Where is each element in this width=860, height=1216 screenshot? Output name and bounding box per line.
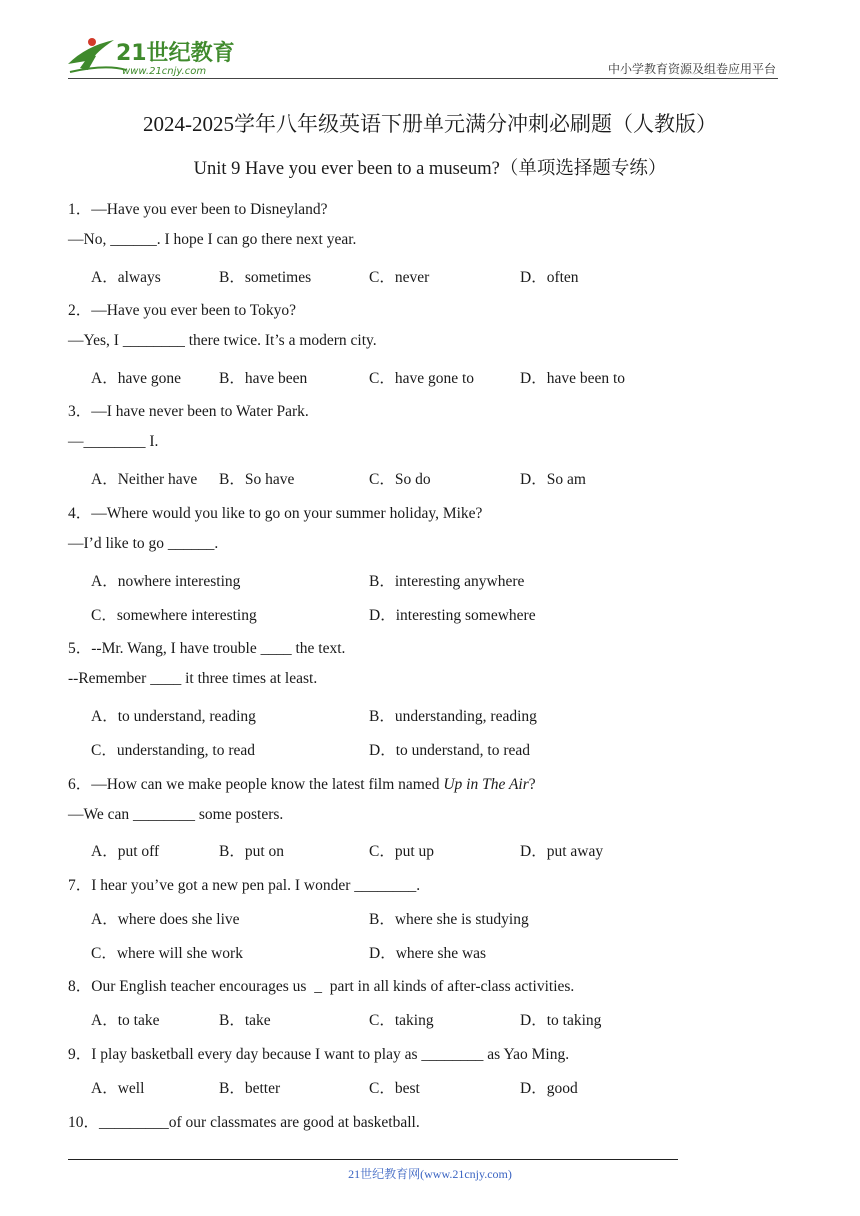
question-8: 8．Our English teacher encourages us _ part in all kinds of after-class activities. <box>68 978 575 995</box>
question-3: 3．—I have never been to Water Park. <box>68 403 309 420</box>
question-6: 6．—How can we make people know the latest film named Up in The Air? <box>68 776 536 793</box>
footer-divider <box>68 1159 678 1160</box>
question-5: 5．--Mr. Wang, I have trouble ____ the text. <box>68 640 346 657</box>
question-7-option-c: C．where will she work <box>91 945 243 962</box>
question-2-option-b: B．have been <box>219 370 308 387</box>
question-2-reply: —Yes, I ________ there twice. It’s a modern city. <box>68 332 377 349</box>
page-title: 2024-2025学年八年级英语下册单元满分冲刺必刷题（人教版） <box>143 112 717 136</box>
question-6-option-c: C．put up <box>369 843 435 860</box>
film-title: Up in The Air <box>443 776 529 793</box>
logo-url: www.21cnjy.com <box>122 66 207 77</box>
question-5-option-d: D．to understand, to read <box>369 742 530 759</box>
question-5-option-b: B．understanding, reading <box>369 708 537 725</box>
question-4-option-c: C．somewhere interesting <box>91 607 257 624</box>
question-4-option-a: A．nowhere interesting <box>91 573 241 590</box>
question-6-option-b: B．put on <box>219 843 285 860</box>
question-3-reply: —________ I. <box>68 433 159 450</box>
question-7-option-d: D．where she was <box>369 945 487 962</box>
header-platform: 中小学教育资源及组卷应用平台 <box>607 62 776 76</box>
question-8-option-b: B．take <box>219 1012 271 1029</box>
question-8-option-c: C．taking <box>369 1012 434 1029</box>
question-3-option-b: B．So have <box>219 471 295 488</box>
question-7: 7．I hear you’ve got a new pen pal. I wonder ________. <box>68 877 421 894</box>
question-6-option-a: A．put off <box>91 843 160 860</box>
question-4-option-d: D．interesting somewhere <box>369 607 536 624</box>
question-3-option-d: D．So am <box>520 471 586 488</box>
logo-text: 21世纪教育 <box>116 41 235 66</box>
question-2-option-d: D．have been to <box>520 370 626 387</box>
question-4-option-b: B．interesting anywhere <box>369 573 525 590</box>
question-1-option-d: D．often <box>520 269 579 286</box>
question-9-option-a: A．well <box>91 1080 145 1097</box>
question-4-reply: —I’d like to go ______. <box>68 535 219 552</box>
header-divider <box>68 78 778 79</box>
question-9-option-b: B．better <box>219 1080 281 1097</box>
question-6-option-d: D．put away <box>520 843 604 860</box>
question-2: 2．—Have you ever been to Tokyo? <box>68 302 297 319</box>
question-1-option-b: B．sometimes <box>219 269 312 286</box>
question-5-option-a: A．to understand, reading <box>91 708 256 725</box>
question-8-option-d: D．to taking <box>520 1012 602 1029</box>
question-1-reply: —No, ______. I hope I can go there next year. <box>68 231 357 248</box>
question-1: 1．—Have you ever been to Disneyland? <box>68 201 328 218</box>
question-8-option-a: A．to take <box>91 1012 160 1029</box>
question-2-option-c: C．have gone to <box>369 370 475 387</box>
question-7-option-b: B．where she is studying <box>369 911 529 928</box>
question-6-reply: —We can ________ some posters. <box>68 806 284 823</box>
question-1-option-a: A．always <box>91 269 161 286</box>
question-10: 10．_________of our classmates are good at basketball. <box>68 1114 420 1131</box>
question-2-option-a: A．have gone <box>91 370 181 387</box>
site-logo <box>66 34 236 78</box>
question-9-option-c: C．best <box>369 1080 420 1097</box>
question-4: 4．—Where would you like to go on your summer holiday, Mike? <box>68 505 483 522</box>
question-5-option-c: C．understanding, to read <box>91 742 256 759</box>
question-1-option-c: C．never <box>369 269 430 286</box>
footer-link[interactable]: 21世纪教育网(www.21cnjy.com) <box>348 1167 512 1181</box>
page-subtitle: Unit 9 Have you ever been to a museum?（单项选择题专练） <box>193 159 667 179</box>
question-7-option-a: A．where does she live <box>91 911 240 928</box>
question-9-option-d: D．good <box>520 1080 578 1097</box>
question-3-option-a: A．Neither have <box>91 471 198 488</box>
question-3-option-c: C．So do <box>369 471 431 488</box>
question-9: 9．I play basketball every day because I want to play as ________ as Yao Ming. <box>68 1046 570 1063</box>
question-5-reply: --Remember ____ it three times at least. <box>68 670 318 687</box>
